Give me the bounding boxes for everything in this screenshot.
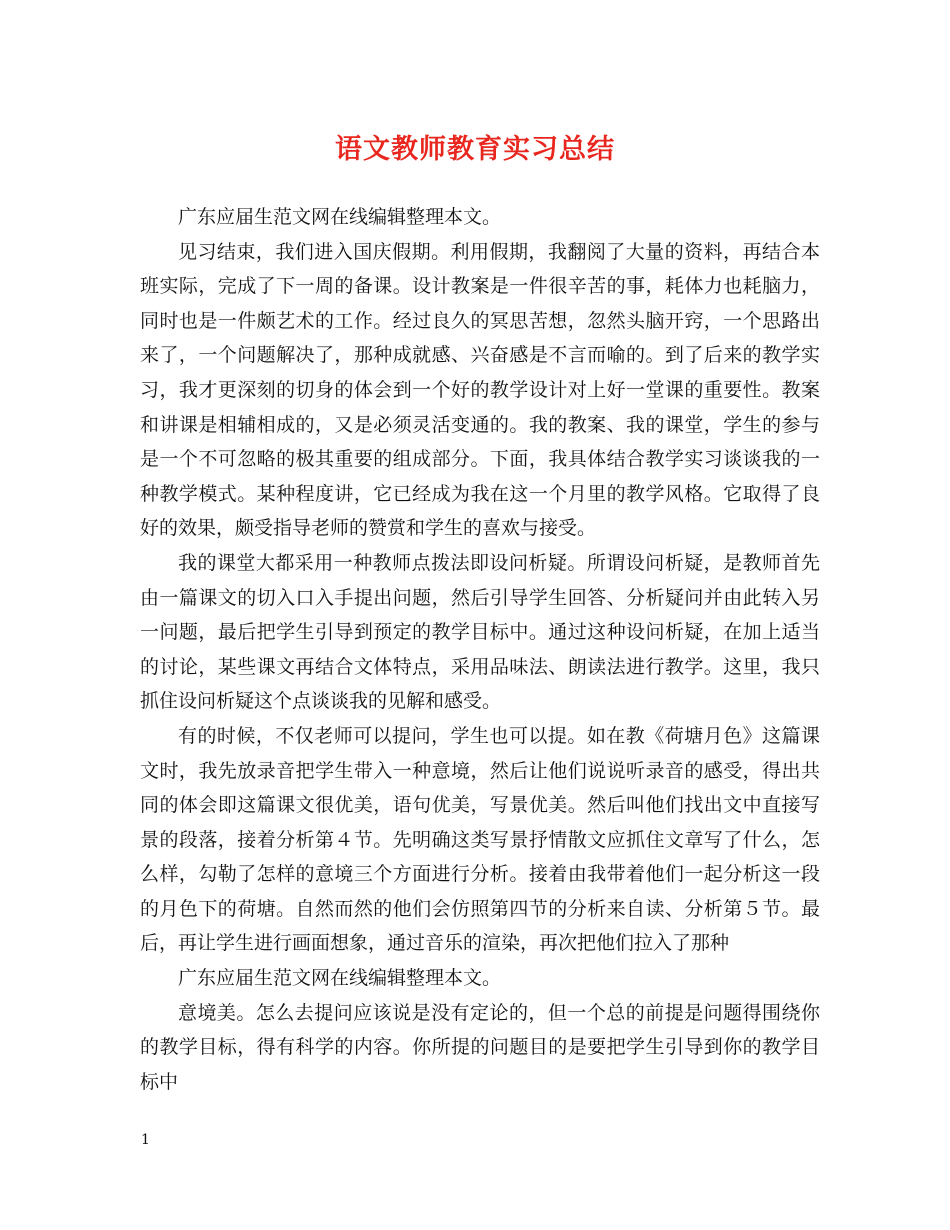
paragraph-source-note: 广东应届生范文网在线编辑整理本文。	[178, 206, 502, 228]
page-number: 1	[141, 1132, 150, 1148]
paragraph-lesson-preparation: 见习结束，我们进入国庆假期。利用假期，我翻阅了大量的资料，再结合本班实际，完成了下一周的备课。设计教案是一件很辛苦的事，耗体力也耗脑力，同时也是一件颇艺术的工作。经过良久的冥思苦想，忽然头脑开窍，一个思路出来了，一个问题解决了，那种成就感、兴奋感是不言而喻的。到了后来的教学实习，我才更深刻的切身的体会到一个好的教学设计对上好一堂课的重要性。教案和讲课是相辅相成的，又是必须灵活变通的。我的教案、我的课堂，学生的参与是一个不可忽略的极其重要的组成部分。下面，我具体结合教学实习谈谈我的一种教学模式。某种程度讲，它已经成为我在这一个月里的教学风格。它取得了良好的效果，颇受指导老师的赞赏和学生的喜欢与接受。	[140, 240, 820, 540]
paragraph-teaching-method: 我的课堂大都采用一种教师点拨法即设问析疑。所谓设问析疑，是教师首先由一篇课文的切入口入手提出问题，然后引导学生回答、分析疑问并由此转入另一问题，最后把学生引导到预定的教学目标中。通过这种设问析疑，在加上适当的讨论，某些课文再结合文体特点，采用品味法、朗读法进行教学。这里，我只抓住设问析疑这个点谈谈我的见解和感受。	[140, 551, 820, 713]
paragraph-questioning: 意境美。怎么去提问应该说是没有定论的，但一个总的前提是问题得围绕你的教学目标，得有科学的内容。你所提的问题目的是要把学生引导到你的教学目标中	[140, 1001, 820, 1093]
paragraph-source-note-repeat: 广东应届生范文网在线编辑整理本文。	[178, 967, 502, 990]
document-body	[140, 200, 820, 1099]
document-title: 语文教师教育实习总结	[335, 134, 615, 165]
paragraph-lesson-example: 有的时候，不仅老师可以提问，学生也可以提。如在教《荷塘月色》这篇课文时，我先放录音把学生带入一种意境，然后让他们说说听录音的感受，得出共同的体会即这篇课文很优美，语句优美，写景优美。然后叫他们找出文中直接写景的段落，接着分析第４节。先明确这类写景抒情散文应抓住文章写了什么，怎么样，勾勒了怎样的意境三个方面进行分析。接着由我带着他们一起分析这一段的月色下的荷塘。自然而然的他们会仿照第四节的分析来自读、分析第５节。最后，再让学生进行画面想象，通过音乐的渲染，再次把他们拉入了那种	[140, 724, 820, 955]
